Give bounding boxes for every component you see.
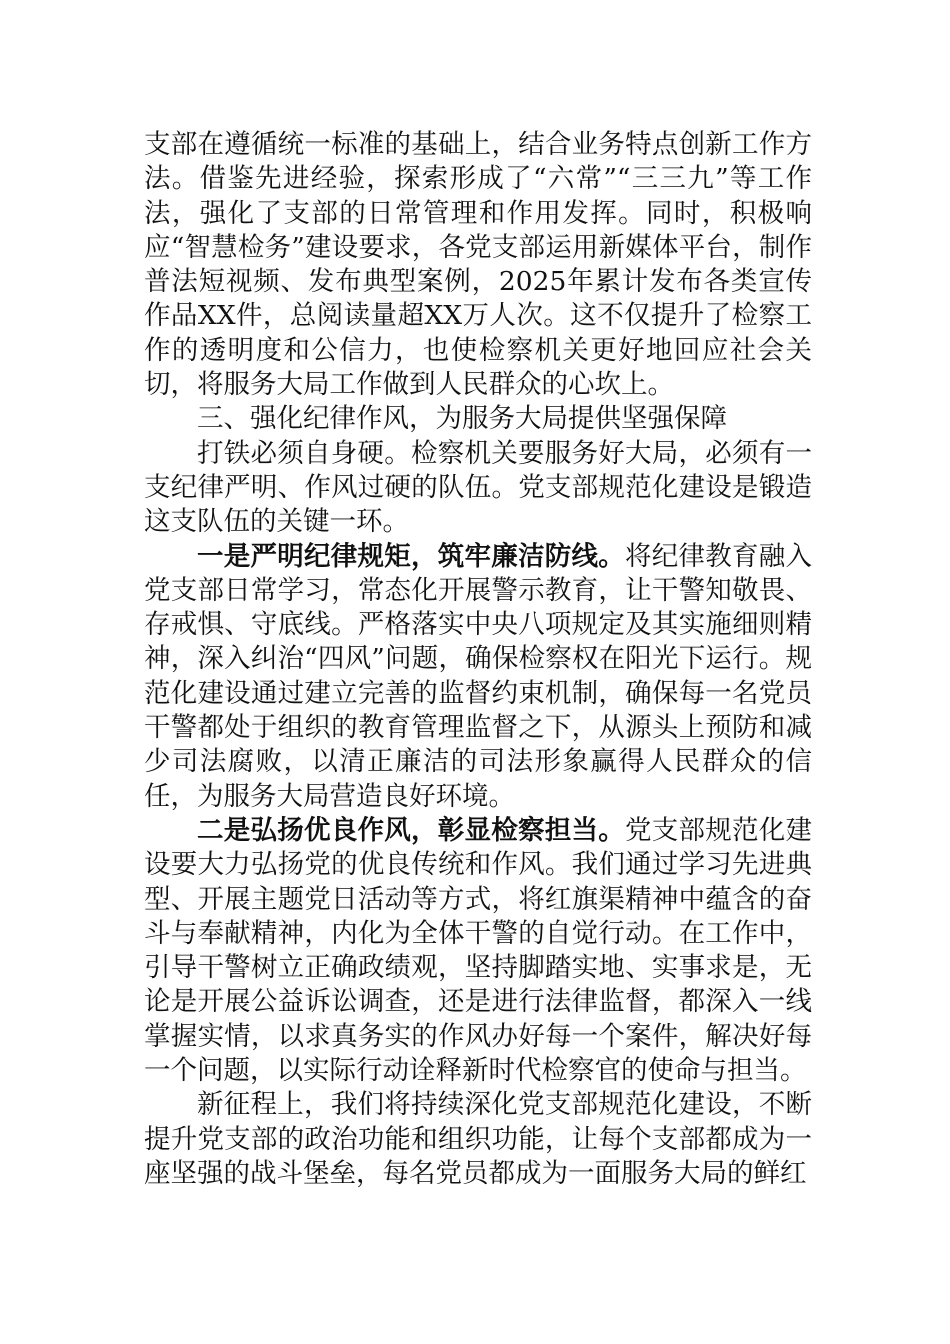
paragraph-work-style [144,814,812,1088]
paragraph-text: 将纪律教育融入党支部日常学习，常态化开展警示教育，让干警知敬畏、存戒惧、守底线。严格落实中央八项规定及其实施细则精神，深入纠治“四风”问题，确保检察权在阳光下运行。规范化建设通过建立完善的监督约束机制，确保每一名党员干警都处于组织的教育管理监督之下，从源头上预防和减少司法腐败，以清正廉洁的司法形象赢得人民群众的信任，为服务大局营造良好环境。 [144,540,812,812]
paragraph-conclusion: 新征程上，我们将持续深化党支部规范化建设，不断提升党支部的政治功能和组织功能，让每个支部都成为一座坚强的战斗堡垒，每名党员都成为一面服务大局的鲜红 [144,1089,812,1189]
paragraph-lead-bold: 一是严明纪律规矩，筑牢廉洁防线。 [197,540,625,572]
document-body [144,128,812,1191]
section-heading-3: 三、强化纪律作风，为服务大局提供坚强保障 [197,403,727,435]
paragraph-lead-bold: 二是弘扬优良作风，彰显检察担当。 [197,814,625,846]
paragraph-text: 党支部规范化建设要大力弘扬党的优良传统和作风。我们通过学习先进典型、开展主题党日活动等方式，将红旗渠精神中蕴含的奋斗与奉献精神，内化为全体干警的自觉行动。在工作中，引导干警树立正确政绩观，坚持脚踏实地、实事求是，无论是开展公益诉讼调查，还是进行法律监督，都深入一线掌握实情，以求真务实的作风办好每一个案件，解决好每一个问题，以实际行动诠释新时代检察官的使命与担当。 [144,814,812,1087]
paragraph-discipline-intro: 打铁必须自身硬。检察机关要服务好大局，必须有一支纪律严明、作风过硬的队伍。党支部规范化建设是锻造这支队伍的关键一环。 [144,437,812,538]
paragraph-continuation: 支部在遵循统一标准的基础上，结合业务特点创新工作方法。借鉴先进经验，探索形成了“六常”“三三九”等工作法，强化了支部的日常管理和作用发挥。同时，积极响应“智慧检务”建设要求，各党支部运用新媒体平台，制作普法短视频、发布典型案例，2025年累计发布各类宣传作品XX件，总阅读量超XX万人次。这不仅提升了检察工作的透明度和公信力，也使检察机关更好地回应社会关切，将服务大局工作做到人民群众的心坎上。 [144,129,812,401]
paragraph-discipline-rules [144,540,812,814]
